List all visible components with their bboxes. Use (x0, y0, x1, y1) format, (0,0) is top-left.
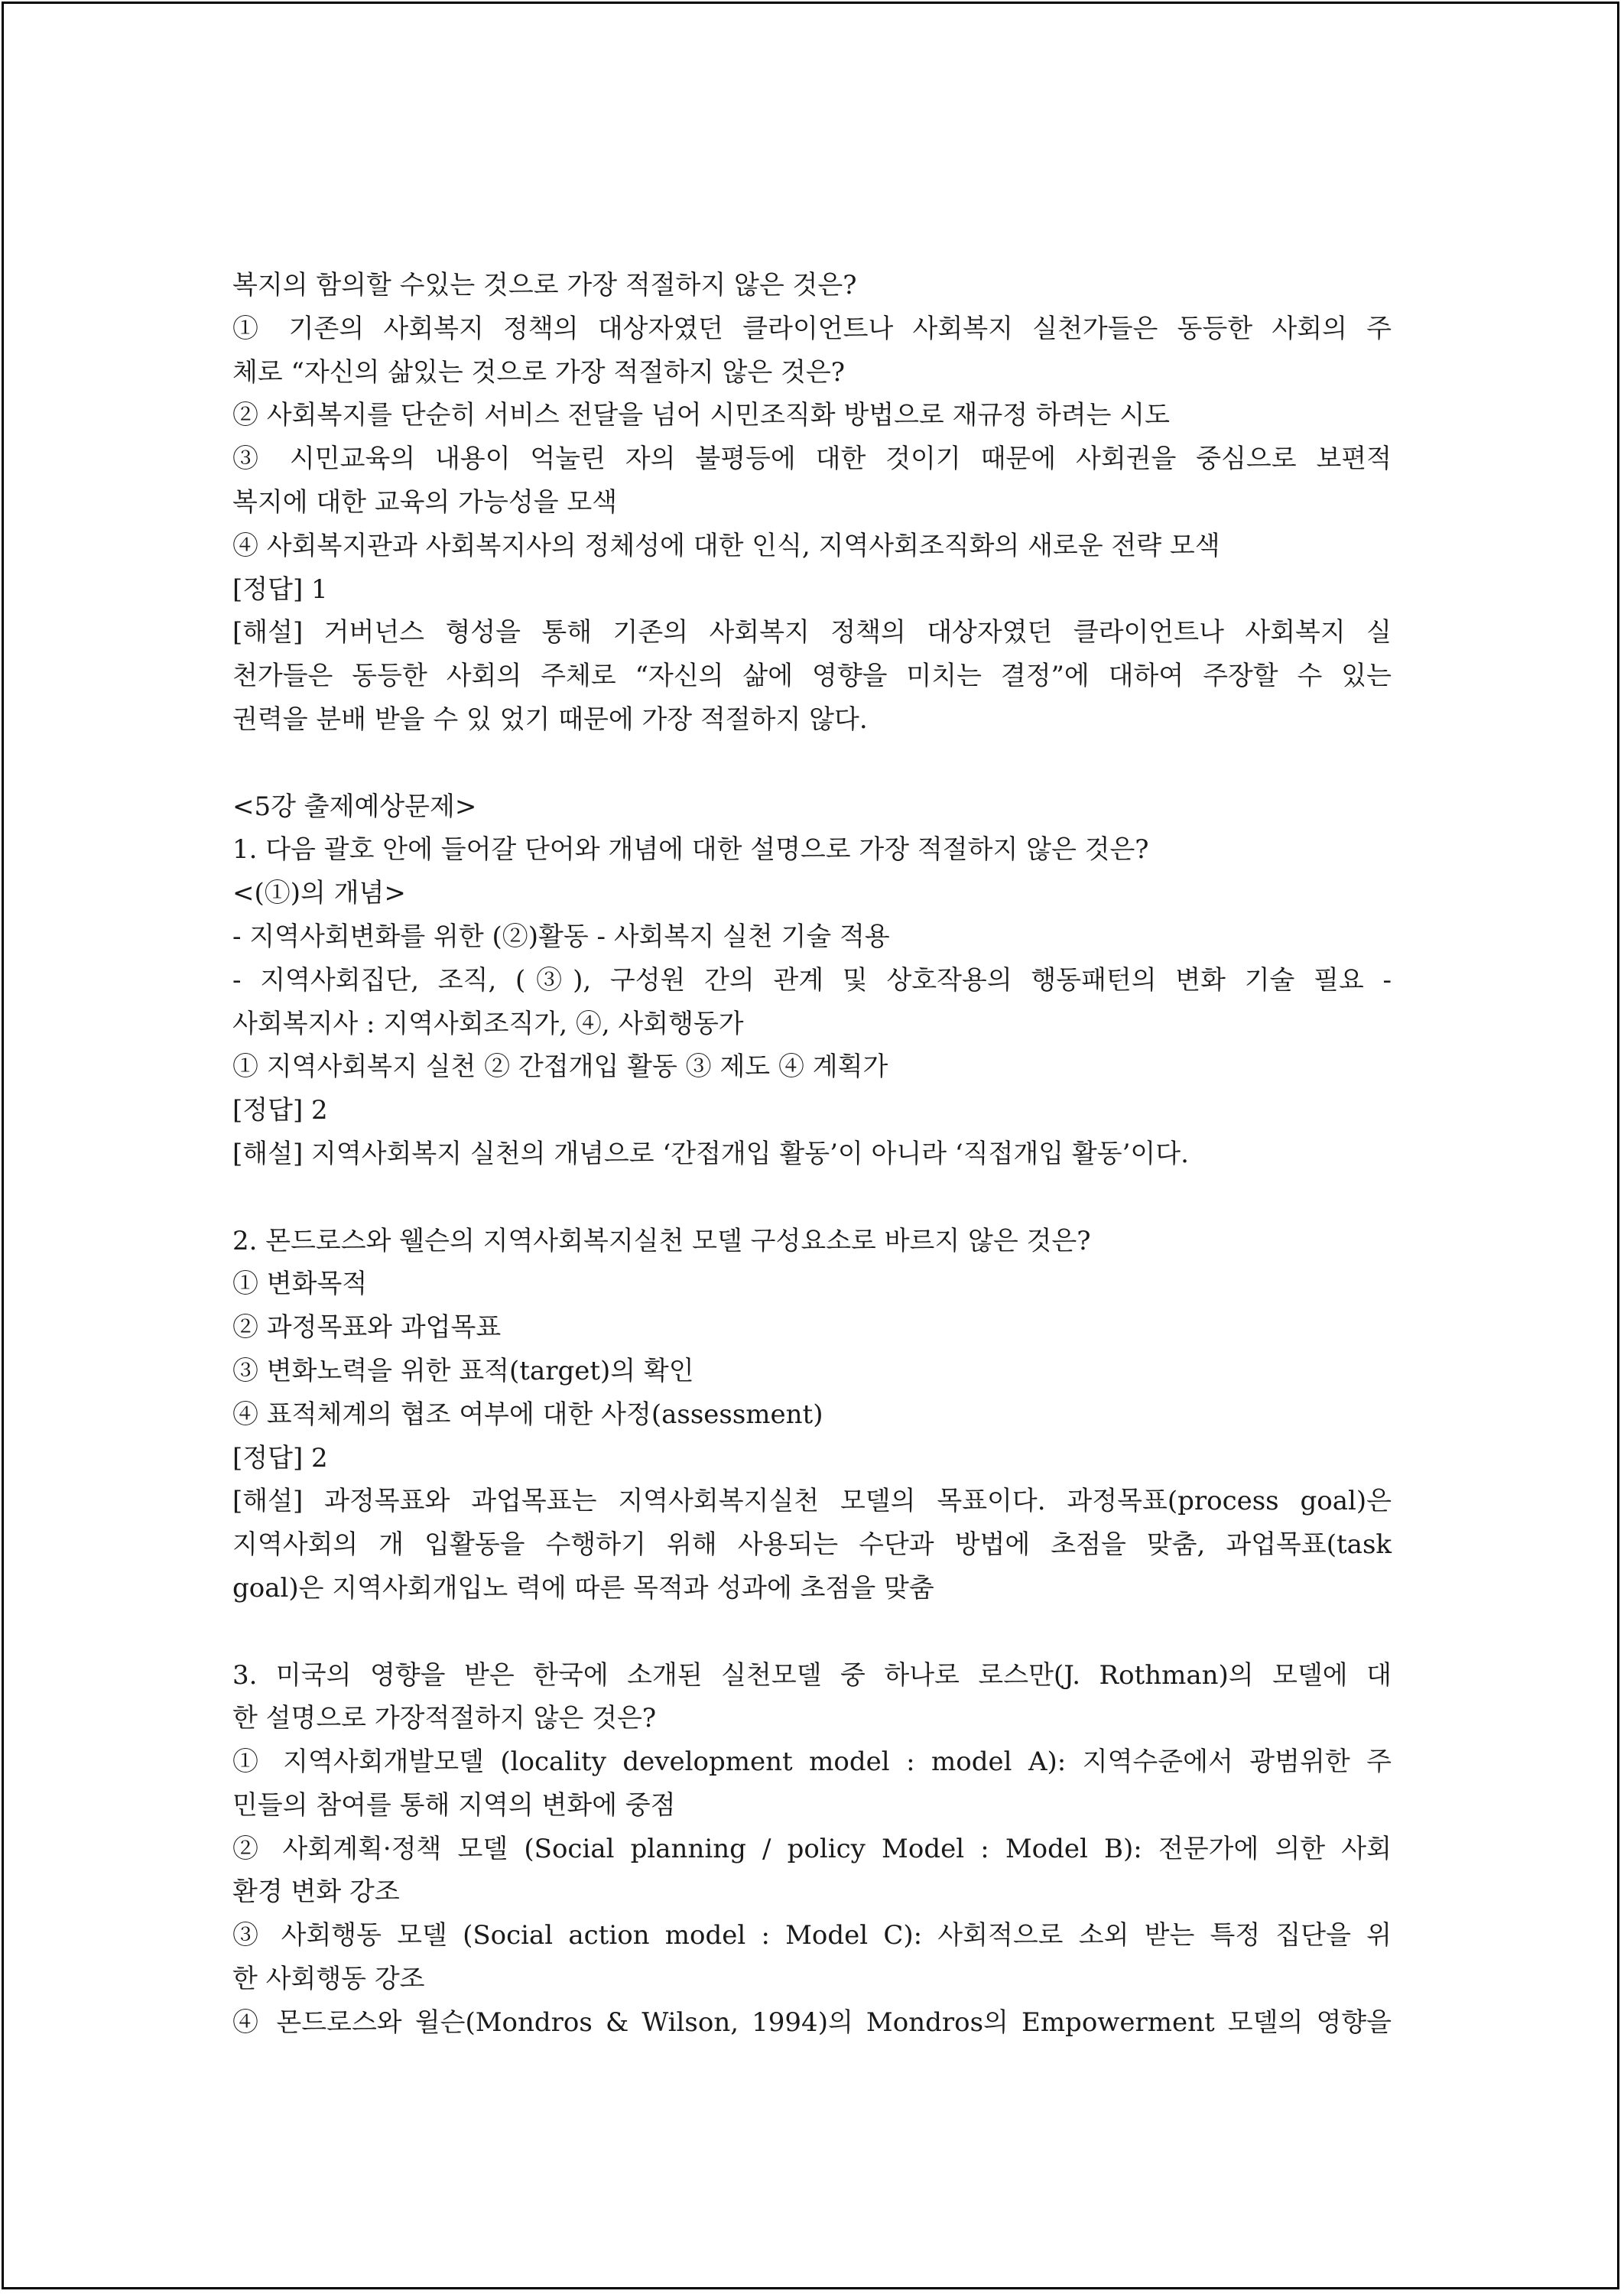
text-line: ② 과정목표와 과업목표 (232, 1312, 502, 1344)
text-line: 사회복지사 : 지역사회조직가, ④, 사회행동가 (232, 1008, 744, 1039)
blank-line (232, 1176, 1392, 1220)
text-line: [정답] 2 (232, 1095, 328, 1126)
blank-line (232, 742, 1392, 785)
text-line: ③ 변화노력을 위한 표적(target)의 확인 (232, 1355, 694, 1386)
text-line: ② 사회복지를 단순히 서비스 전달을 넘어 시민조직화 방법으로 재규정 하려는 시도 (232, 400, 1170, 431)
text-line: ① 기존의 사회복지 정책의 대상자였던 클라이언트나 사회복지 실천가들은 동등한 사회의 주 (232, 313, 1392, 344)
text-line: 체로 “자신의 삶있는 것으로 가장 적절하지 않은 것은? (232, 356, 845, 388)
blank-line (232, 1610, 1392, 1654)
text-line: goal)은 지역사회개입노 력에 따른 목적과 성과에 초점을 맞춤 (232, 1572, 934, 1604)
text-line: 복지에 대한 교육의 가능성을 모색 (232, 486, 618, 518)
text-line: ① 지역사회복지 실천 ② 간접개입 활동 ③ 제도 ④ 계획가 (232, 1051, 888, 1083)
text-line: 1. 다음 괄호 안에 들어갈 단어와 개념에 대한 설명으로 가장 적절하지 않은 것은? (232, 834, 1149, 866)
text-line: 한 설명으로 가장적절하지 않은 것은? (232, 1703, 657, 1734)
text-line: 지역사회의 개 입활동을 수행하기 위해 사용되는 수단과 방법에 초점을 맞춤, 과업목표(task (232, 1529, 1392, 1561)
text-line: [해설] 지역사회복지 실천의 개념으로 ‘간접개입 활동’이 아니라 ‘직접개입 활동’이다. (232, 1138, 1189, 1169)
document-body (232, 264, 1392, 2045)
text-line: [해설] 과정목표와 과업목표는 지역사회복지실천 모델의 목표이다. 과정목표(process goal)은 (232, 1486, 1392, 1517)
text-line: <(①)의 개념> (232, 878, 406, 909)
text-line: ④ 사회복지관과 사회복지사의 정체성에 대한 인식, 지역사회조직화의 새로운 전략 모색 (232, 530, 1220, 561)
text-line: ④ 몬드로스와 윌슨(Mondros & Wilson, 1994)의 Mondros의 Empowerment 모델의 영향을 (232, 2006, 1392, 2038)
text-line: - 지역사회변화를 위한 (②)활동 - 사회복지 실천 기술 적용 (232, 921, 890, 952)
text-line: 천가들은 동등한 사회의 주체로 “자신의 삶에 영향을 미치는 결정”에 대하여 주장할 수 있는 (232, 661, 1392, 692)
text-line: 복지의 함의할 수있는 것으로 가장 적절하지 않은 것은? (232, 270, 857, 301)
text-line: ③ 사회행동 모델 (Social action model : Model C): 사회적으로 소외 받는 특정 집단을 위 (232, 1920, 1392, 1951)
text-line: ① 지역사회개발모델 (locality development model : model A): 지역수준에서 광범위한 주 (232, 1746, 1392, 1778)
text-line: 2. 몬드로스와 웰슨의 지역사회복지실천 모델 구성요소로 바르지 않은 것은? (232, 1225, 1091, 1256)
text-line: ① 변화목적 (232, 1269, 368, 1300)
text-line: [정답] 2 (232, 1442, 328, 1474)
text-line: ④ 표적체계의 협조 여부에 대한 사정(assessment) (232, 1399, 823, 1430)
text-line: 환경 변화 강조 (232, 1876, 400, 1908)
text-line: 3. 미국의 영향을 받은 한국에 소개된 실천모델 중 하나로 로스만(J. Rothman)의 모델에 대 (232, 1659, 1392, 1691)
text-line: 한 사회행동 강조 (232, 1964, 425, 1995)
text-line: 민들의 참여를 통해 지역의 변화에 중점 (232, 1789, 676, 1821)
text-line: [해설] 거버넌스 형성을 통해 기존의 사회복지 정책의 대상자였던 클라이언트나 사회복지 실 (232, 617, 1392, 648)
text-line: 권력을 분배 받을 수 있 었기 때문에 가장 적절하지 않다. (232, 703, 868, 735)
text-line: - 지역사회집단, 조직, (③), 구성원 간의 관계 및 상호작용의 행동패턴의 변화 기술 필요 - (232, 964, 1392, 996)
text-line: ② 사회계획·정책 모델 (Social planning / policy Model : Model B): 전문가에 의한 사회 (232, 1833, 1392, 1864)
text-line: ③ 시민교육의 내용이 억눌린 자의 불평등에 대한 것이기 때문에 사회권을 중심으로 보편적 (232, 444, 1392, 475)
text-line: [정답] 1 (232, 574, 328, 605)
text-line: <5강 출제예상문제> (232, 791, 477, 822)
